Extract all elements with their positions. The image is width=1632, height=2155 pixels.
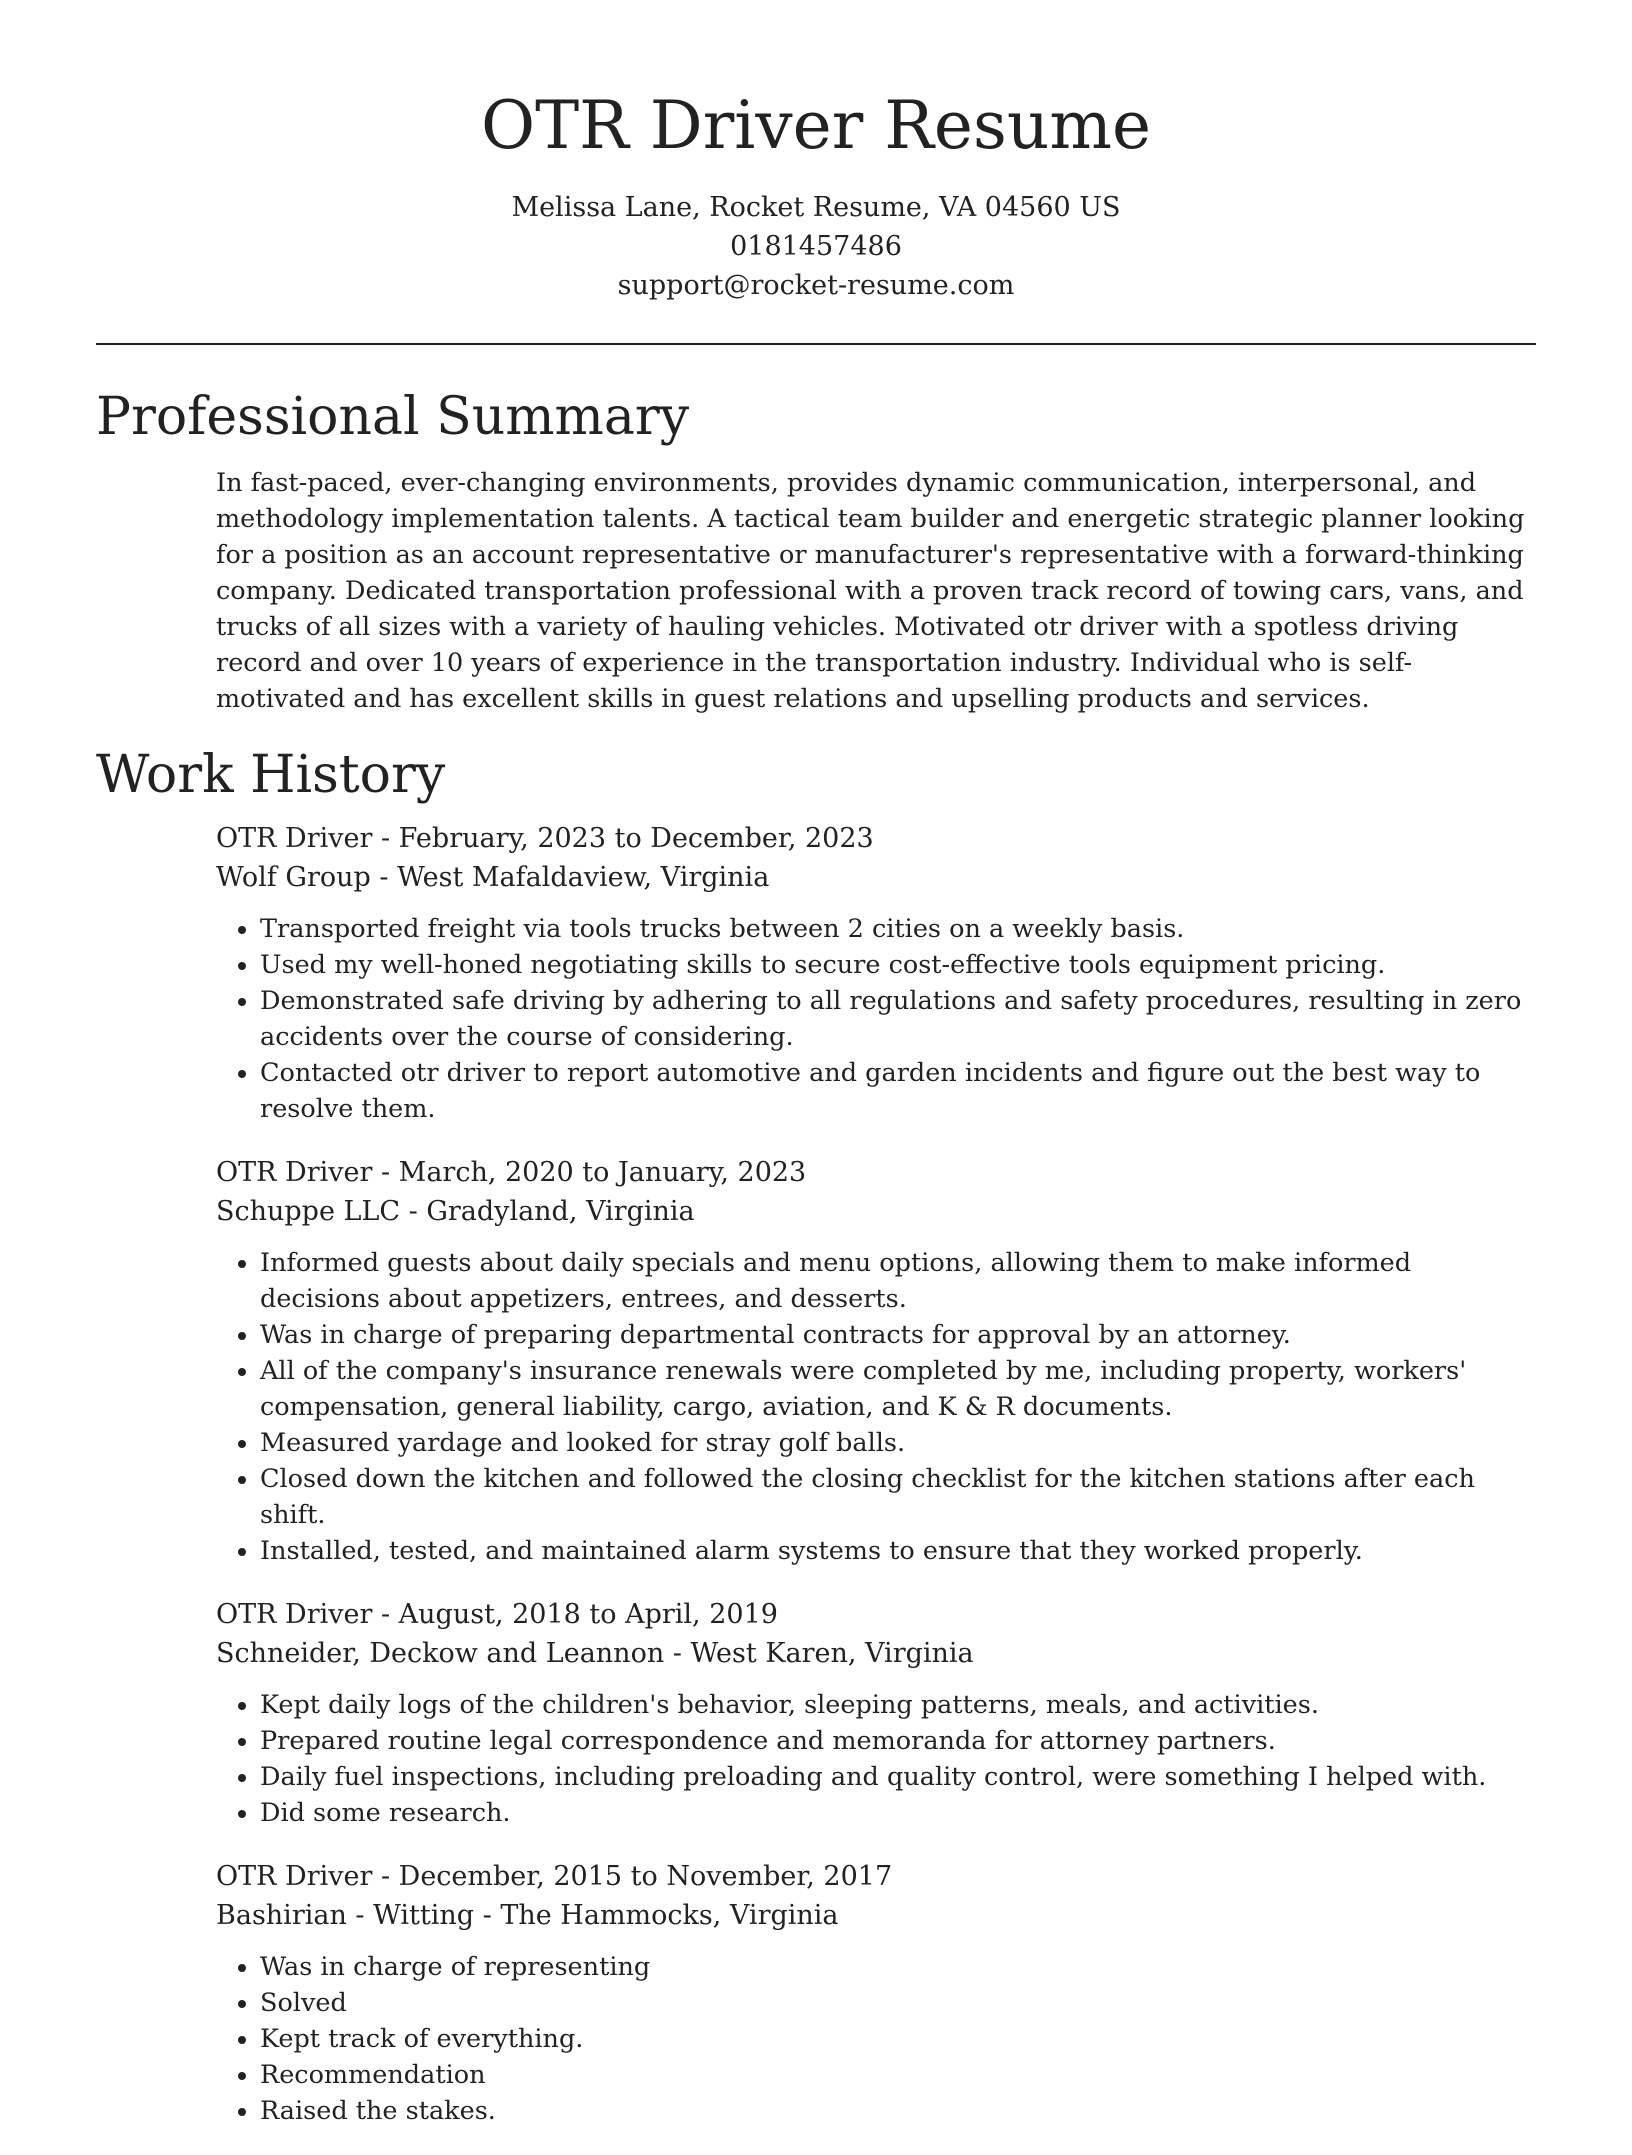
job-bullet: • Measured yardage and looked for stray golf balls. [260, 1425, 1536, 1461]
job-bullet: • Kept track of everything. [260, 2021, 1536, 2057]
resume-title: OTR Driver Resume [480, 87, 1152, 164]
job-bullet: • Closed down the kitchen and followed the closing checklist for the kitchen stations after each shift. [260, 1461, 1536, 1533]
resume-page [96, 0, 1536, 2155]
job-company-line: Schneider, Deckow and Leannon - West Karen, Virginia [216, 1638, 974, 1669]
job-title-line: OTR Driver - March, 2020 to January, 2023 [216, 1157, 807, 1188]
contact-address: Melissa Lane, Rocket Resume, VA 04560 US [511, 192, 1121, 223]
job-bullet: • Informed guests about daily specials and menu options, allowing them to make informed decisions about appetizers, entrees, and desserts. [260, 1245, 1536, 1317]
header-divider [96, 343, 1536, 345]
job-bullets [216, 1949, 1536, 2129]
job-bullet: • Daily fuel inspections, including preloading and quality control, were something I helped with. [260, 1759, 1536, 1795]
summary-heading: Professional Summary [96, 387, 690, 447]
job-entry [216, 1857, 1536, 2129]
job-title-line: OTR Driver - February, 2023 to December, 2023 [216, 823, 874, 854]
job-bullet: • Recommendation [260, 2057, 1536, 2093]
job-bullet: • Used my well-honed negotiating skills to secure cost-effective tools equipment pricing. [260, 947, 1536, 983]
job-bullet: • Did some research. [260, 1795, 1536, 1831]
job-entry [216, 819, 1536, 1127]
job-bullet: • Contacted otr driver to report automotive and garden incidents and figure out the best way to resolve them. [260, 1055, 1536, 1127]
job-company-line: Wolf Group - West Mafaldaview, Virginia [216, 862, 770, 893]
job-bullet: • Solved [260, 1985, 1536, 2021]
job-company-line: Bashirian - Witting - The Hammocks, Virginia [216, 1900, 839, 1931]
job-bullets [216, 1687, 1536, 1831]
resume-header [96, 0, 1536, 305]
job-bullet: • Was in charge of preparing departmental contracts for approval by an attorney. [260, 1317, 1536, 1353]
job-bullet: • Kept daily logs of the children's behavior, sleeping patterns, meals, and activities. [260, 1687, 1536, 1723]
contact-block [96, 188, 1536, 305]
job-bullet: • Was in charge of representing [260, 1949, 1536, 1985]
job-bullet: • Transported freight via tools trucks between 2 cities on a weekly basis. [260, 911, 1536, 947]
job-entry [216, 1153, 1536, 1569]
job-entry [216, 1595, 1536, 1831]
job-bullets [216, 1245, 1536, 1569]
job-bullets [216, 911, 1536, 1127]
job-title-line: OTR Driver - August, 2018 to April, 2019 [216, 1599, 778, 1630]
summary-text: In fast-paced, ever-changing environments, provides dynamic communication, interpersonal, and methodology implementation talents. A tactical team builder and energetic strategic planner looking for a position as an account representative or manufacturer's representative with a forward-thinking company. Dedicated transportation professional with a proven track record of towing cars, vans, and trucks of all sizes with a variety of hauling vehicles. Motivated otr driver with a spotless driving record and over 10 years of experience in the transportation industry. Individual who is self-motivated and has excellent skills in guest relations and upselling products and services. [216, 468, 1525, 714]
job-bullet: • Prepared routine legal correspondence and memoranda for attorney partners. [260, 1723, 1536, 1759]
job-company-line: Schuppe LLC - Gradyland, Virginia [216, 1196, 695, 1227]
contact-email: support@rocket-resume.com [617, 270, 1015, 301]
job-bullet: • Installed, tested, and maintained alarm systems to ensure that they worked properly. [260, 1533, 1536, 1569]
contact-phone: 0181457486 [730, 231, 902, 262]
job-bullet: • Raised the stakes. [260, 2093, 1536, 2129]
job-bullet: • Demonstrated safe driving by adhering to all regulations and safety procedures, resulting in zero accidents over the course of considering. [260, 983, 1536, 1055]
job-title-line: OTR Driver - December, 2015 to November, 2017 [216, 1861, 893, 1892]
work-history-list [216, 819, 1536, 2129]
work-history-heading: Work History [96, 745, 446, 805]
job-bullet: • All of the company's insurance renewals were completed by me, including property, workers' compensation, general liability, cargo, aviation, and K & R documents. [260, 1353, 1536, 1425]
